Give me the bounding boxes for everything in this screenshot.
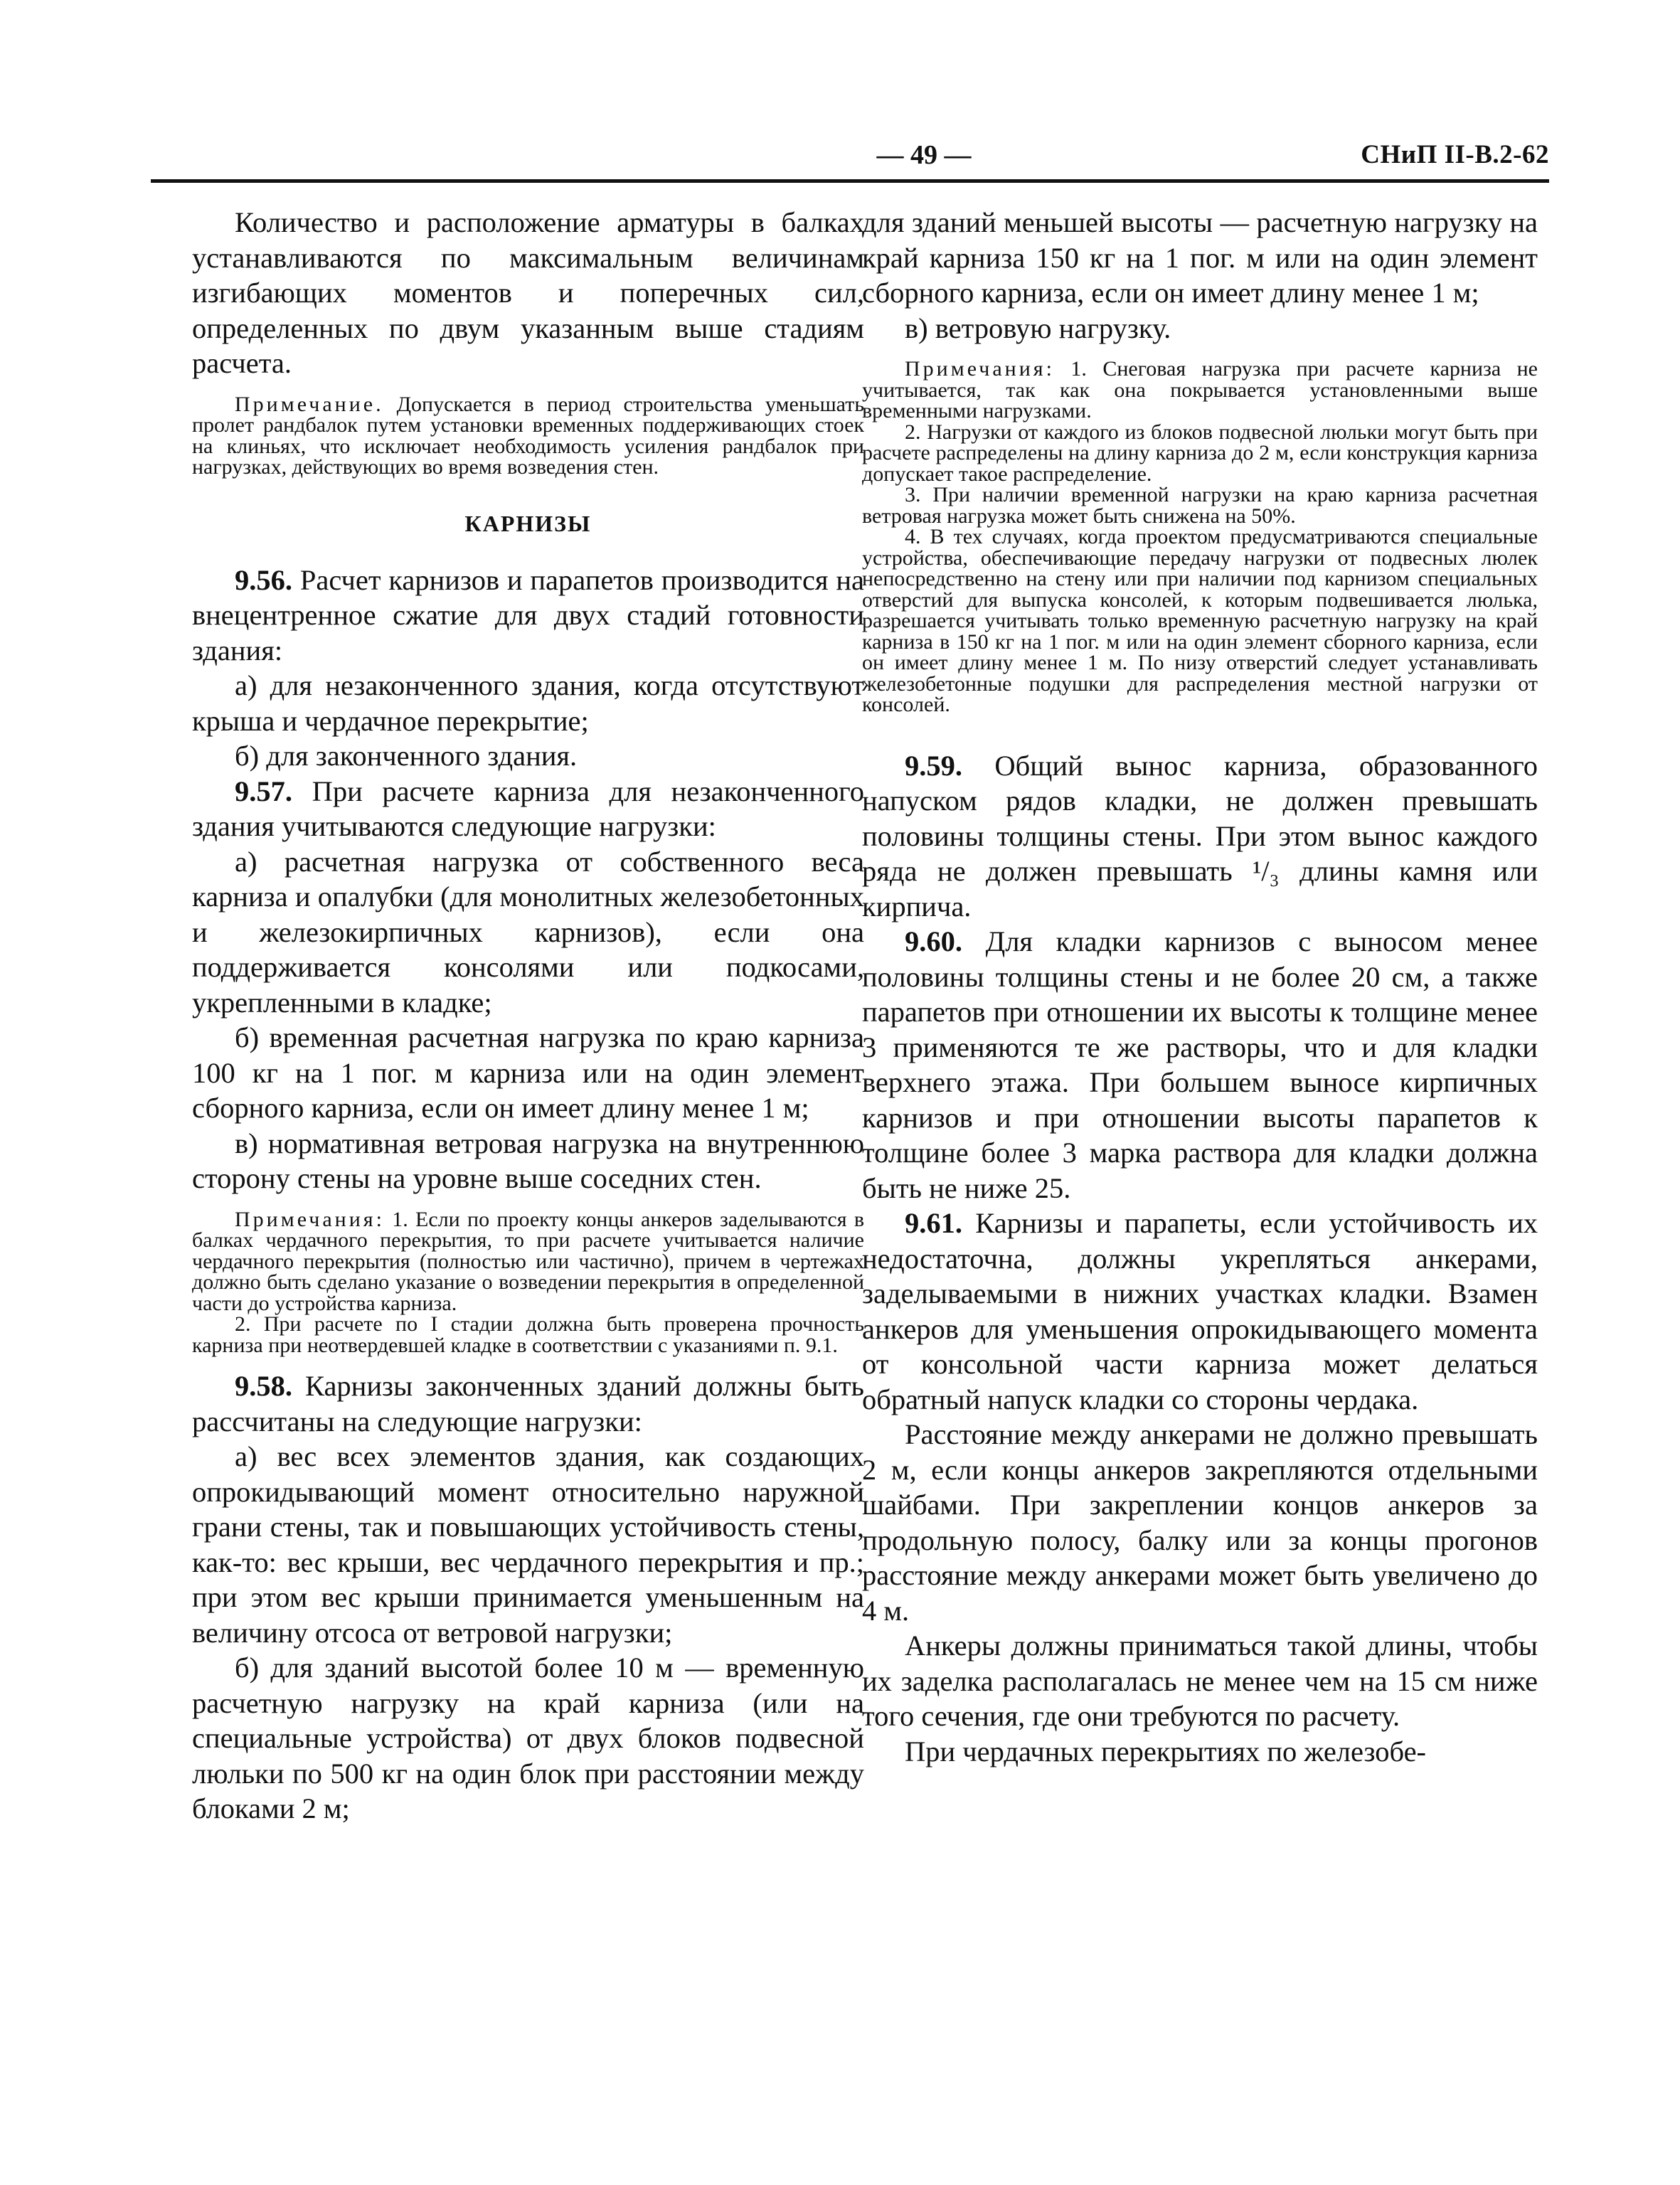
paragraph-rebar: Количество и расположение арматуры в балках устанавливаются по максимальным величинам изгибающих моментов и поперечных сил, определенных по двум указанным выше стадиям расчета.: [192, 206, 864, 379]
section-heading: КАРНИЗЫ: [464, 510, 592, 536]
paragraph-anchor-length: Анкеры должны приниматься такой длины, чтобы их заделка располагалась не менее чем на 15 см ниже того сечения, где они требуются по расчету.: [862, 1630, 1538, 1732]
clause-9-58-item-b-continued: для зданий меньшей высоты — расчетную нагрузку на край карниза 150 кг на 1 пог. м или на один элемент сборного карниза, если он имеет длину менее 1 м;: [862, 206, 1538, 309]
clause-9-56-item-b: б) для законченного здания.: [235, 740, 578, 772]
clause-number: 9.59.: [905, 749, 962, 782]
clause-9-57: [192, 774, 864, 844]
right-column: [862, 205, 1538, 1769]
clause-9-61: [862, 1206, 1538, 1417]
note-label: Примечание.: [235, 392, 384, 416]
clause-9-60: [862, 924, 1538, 1206]
notes-9-58-1: [862, 358, 1538, 422]
clause-text: Общий вынос карниза, образованного напуском рядов кладки, не должен превышать половины толщины стены. При этом вынос каждого ряда не должен превышать ¹/₃ длины камня или кирпича.: [862, 749, 1538, 923]
left-column: [192, 205, 864, 1827]
clause-text: Карнизы законченных зданий должны быть рассчитаны на следующие нагрузки:: [192, 1370, 864, 1437]
clause-9-57-item-b: б) временная расчетная нагрузка по краю карниза 100 кг на 1 пог. м карниза или на один элемент сборного карниза, если он имеет длину менее 1 м;: [192, 1021, 864, 1124]
clause-9-58: [192, 1368, 864, 1439]
clause-number: 9.61.: [905, 1207, 962, 1239]
paragraph-attic-floors: При чердачных перекрытиях по железобе-: [905, 1735, 1427, 1767]
notes-9-57-2: 2. При расчете по I стадии должна быть проверена прочность карниза при неотвердевшей кладке в соответствии с указаниями п. 9.1.: [192, 1312, 864, 1357]
clause-9-56-item-a: а) для незаконченного здания, когда отсутствуют крыша и чердачное перекрытие;: [192, 669, 864, 737]
clause-number: 9.57.: [235, 775, 292, 807]
notes-9-58-3: 3. При наличии временной нагрузки на краю карниза расчетная ветровая нагрузка может быть снижена на 50%.: [862, 483, 1538, 528]
clause-9-56: [192, 563, 864, 669]
clause-9-57-item-c: в) нормативная ветровая нагрузка на внутреннюю сторону стены на уровне выше соседних стен.: [192, 1127, 864, 1194]
clause-9-59: [862, 748, 1538, 925]
clause-text: Карнизы и парапеты, если устойчивость их недостаточна, должны укрепляться анкерами, заделываемыми в нижних участках кладки. Взамен анкеров для уменьшения опрокидывающего момента от консольной части карниза может делаться обратный напуск кладки со стороны чердака.: [862, 1207, 1538, 1415]
page-header: [151, 139, 1549, 179]
notes-label: Примечания:: [235, 1207, 385, 1231]
clause-number: 9.60.: [905, 925, 962, 957]
note-text: 1. Если по проекту концы анкеров заделываются в балках чердачного перекрытия, то при расчете учитывается наличие чердачного перекрытия (полностью или частично), причем в чертежах должно быть сделано указание о возведении перекрытия в определенной части до устройства карниза.: [192, 1207, 864, 1315]
paragraph-anchor-distance: Расстояние между анкерами не должно превышать 2 м, если концы анкеров закрепляются отдельными шайбами. При закреплении концов анкеров за продольную полосу, балку или за концы прогонов расстояние между анкерами может быть увеличено до 4 м.: [862, 1418, 1538, 1627]
clause-text: При расчете карниза для незаконченного здания учитываются следующие нагрузки:: [192, 775, 864, 842]
note-text: 1. Снеговая нагрузка при расчете карниза не учитывается, так как она покрывается установленными выше временными нагрузками.: [862, 357, 1538, 422]
note-text: Допускается в период строительства уменьшать пролет рандбалок путем установки временных поддерживающих стоек на клиньях, что исключает необходимость усиления рандбалок при нагрузках, действующих во время возведения стен.: [192, 392, 864, 479]
clause-number: 9.58.: [235, 1370, 292, 1402]
clause-text: Расчет карнизов и парапетов производится на внецентренное сжатие для двух стадий готовности здания:: [192, 563, 865, 666]
page-number: — 49 —: [876, 140, 972, 170]
clause-number: 9.56.: [235, 563, 292, 596]
document-code: СНиП II-В.2-62: [1361, 140, 1549, 169]
notes-9-58-2: 2. Нагрузки от каждого из блоков подвесной люльки могут быть при расчете распределены на длину карниза до 2 м, если конструкция карниза допускает такое распределение.: [862, 420, 1538, 486]
notes-label: Примечания:: [905, 357, 1055, 381]
clause-9-57-item-a: а) расчетная нагрузка от собственного веса карниза и опалубки (для монолитных железобетонных и железокирпичных карнизов), если она поддерживается консолями или подкосами, укрепленными в кладке;: [192, 845, 864, 1019]
clause-9-58-item-c: в) ветровую нагрузку.: [905, 312, 1171, 344]
header-rule: [151, 179, 1549, 183]
clause-text: Для кладки карнизов с выносом менее половины толщины стены и не более 20 см, а также парапетов при отношении их высоты к толщине менее 3 применяются те же растворы, что и для кладки верхнего этажа. При большем выносе кирпичных карнизов и при отношении высоты парапетов к толщине более 3 марка раствора для кладки должна быть не ниже 25.: [862, 925, 1538, 1204]
clause-9-58-item-a: а) вес всех элементов здания, как создающих опрокидывающий момент относительно наружной грани стены, так и повышающих устойчивость стены, как-то: вес крыши, вес чердачного перекрытия и пр.; при этом вес крыши принимается уменьшенным на величину отсоса от ветровой нагрузки;: [192, 1440, 864, 1649]
notes-9-58-4: 4. В тех случаях, когда проектом предусматриваются специальные устройства, обеспечивающие передачу нагрузки от подвесных люлек непосредственно на стену или при наличии под карнизом специальных отверстий для выпуска консолей, к которым подвешивается люлька, разрешается учитывать только временную расчетную нагрузку на край карниза в 150 кг на 1 пог. м или на один элемент сборного карниза, если он имеет длину менее 1 м. По низу отверстий следует устанавливать железобетонные подушки для распределения местной нагрузки от консолей.: [862, 525, 1538, 716]
clause-9-58-item-b: б) для зданий высотой более 10 м — временную расчетную нагрузку на край карниза (или на специальные устройства) от двух блоков подвесной люльки по 500 кг на один блок при расстоянии между блоками 2 м;: [192, 1652, 864, 1824]
notes-9-57-1: [192, 1209, 864, 1314]
note-randbalki: [192, 394, 864, 478]
